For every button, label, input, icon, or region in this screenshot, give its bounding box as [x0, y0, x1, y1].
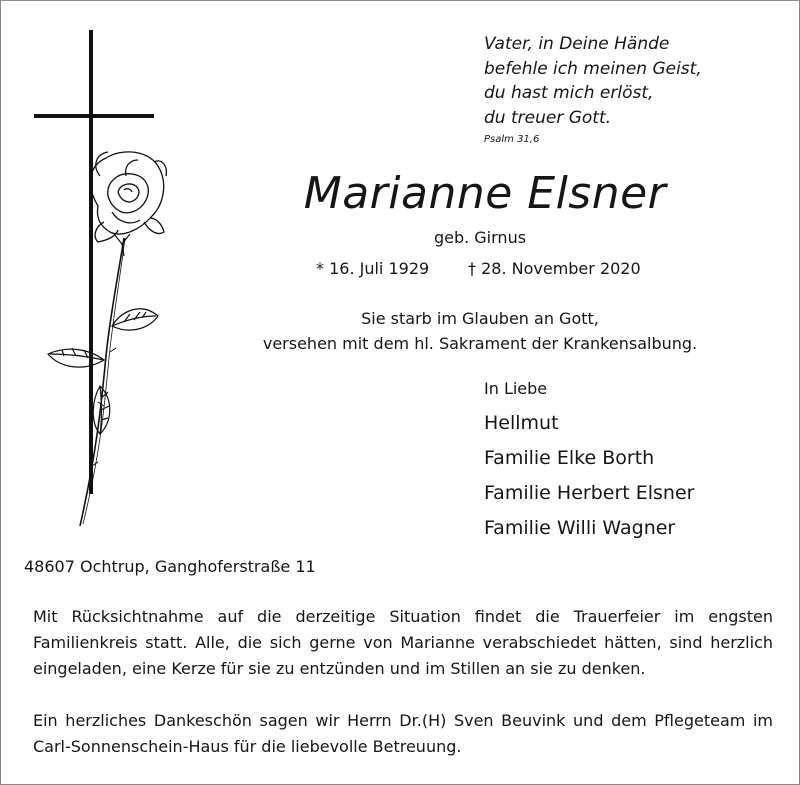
mourner-name: Familie Willi Wagner — [484, 517, 676, 539]
verse-line: Vater, in Deine Hände — [484, 34, 670, 54]
note-line: versehen mit dem hl. Sakrament der Krankensalbung. — [262, 334, 698, 353]
verse-line: du hast mich erlöst, — [484, 83, 654, 103]
funeral-info-paragraph: Mit Rücksichtnahme auf die derzeitige Situation findet die Trauerfeier im engsten Familienkreis statt. Alle, die sich gerne von Marianne verabschiedet hätten, sind herzlich eingeladen, eine Kerze für sie zu entzünden und im Stillen an sie zu denken. — [33, 607, 773, 678]
mourners-intro: In Liebe — [484, 379, 548, 398]
family-address: 48607 Ochtrup, Ganghoferstraße 11 — [24, 557, 316, 576]
cross-with-rose-icon — [26, 26, 176, 536]
faith-note — [230, 306, 730, 356]
mourner-name: Hellmut — [484, 412, 559, 434]
birth-date: * 16. Juli 1929 — [316, 259, 430, 278]
mourner-name: Familie Elke Borth — [484, 447, 655, 469]
verse-line: du treuer Gott. — [484, 107, 612, 128]
note-line: Sie starb im Glauben an Gott, — [361, 309, 599, 328]
mourners-list — [484, 406, 694, 546]
verse-line: befehle ich meinen Geist, — [484, 58, 702, 79]
mourner-name: Familie Herbert Elsner — [484, 482, 695, 504]
verse-reference: Psalm 31,6 — [484, 134, 540, 145]
thanks-paragraph: Ein herzliches Dankeschön sagen wir Herrn Dr.(H) Sven Beuvink und dem Pflegeteam im Carl-Sonnenschein-Haus für die liebevolle Betreuung. — [33, 711, 773, 756]
death-date: † 28. November 2020 — [468, 259, 641, 278]
deceased-name: Marianne Elsner — [303, 168, 667, 219]
psalm-verse — [484, 32, 784, 147]
birth-name: geb. Girnus — [433, 228, 527, 247]
